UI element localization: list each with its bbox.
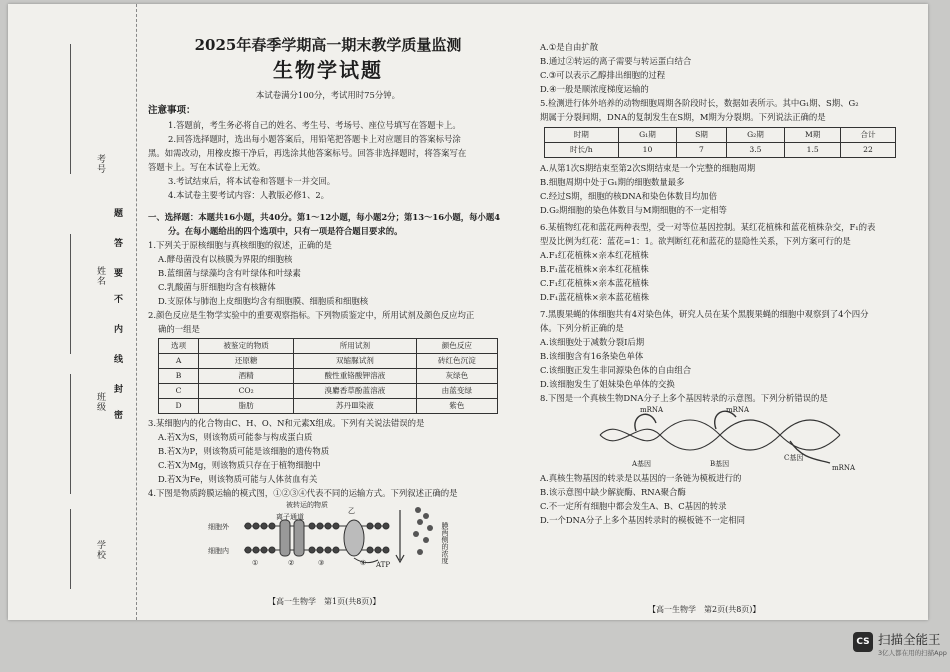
q6-option: B.F₁蓝花植株×亲本红花植株	[540, 264, 649, 274]
q2-stem-cont: 确的一组是	[158, 324, 200, 334]
lipid-bilayer	[244, 526, 388, 550]
membrane-diagram	[148, 500, 508, 572]
q3-stem: 3.某细胞内的化合物由C、H、O、N和元素X组成。下列有关说法错误的是	[148, 418, 425, 428]
exam-no-line	[70, 44, 71, 174]
q5-table	[544, 127, 896, 158]
table-cell: 溴麝香草酚蓝溶液	[294, 384, 417, 399]
q3-option: B.若X为P，则该物质可能是该细胞的遗传物质	[158, 446, 330, 456]
q8-option: D.一个DNA分子上多个基因转录时的模板链不一定相同	[540, 515, 746, 525]
subject-title: 生物学试题	[273, 58, 383, 82]
label-inside: 细胞内	[208, 547, 229, 555]
table-header: G₁期	[618, 128, 677, 143]
q6-stem: 6.某植物红花和蓝花两种表型，受一对等位基因控制。某红花植株和蓝花植株杂交，F₁的表	[540, 222, 876, 232]
q1-option: D.支原体与肺泡上皮细胞均含有细胞膜、细胞质和细胞核	[158, 296, 369, 306]
q6-option: C.F₁红花植株×亲本蓝花植株	[540, 278, 649, 288]
table-cell: 1.5	[785, 143, 841, 158]
label-atp: ATP	[376, 561, 391, 569]
class-label: 班级	[95, 392, 105, 412]
label-mrna: mRNA	[640, 406, 664, 414]
q4-option: B.通过②转运的离子需要与转运蛋白结合	[540, 56, 692, 66]
exam-no-label: 考号	[95, 154, 105, 174]
table-row	[159, 384, 498, 399]
section-heading-cont: 分。在每小题给出的四个选项中，只有一项是符合题目要求的。	[168, 226, 403, 236]
seal-word: 要	[114, 269, 124, 279]
table-header: 被鉴定的物质	[199, 339, 294, 354]
seal-word: 不	[114, 295, 124, 305]
note-line: 2.回答选择题时，选出每小题答案后，用铅笔把答题卡上对应题目的答案标号涂	[168, 134, 461, 144]
class-line	[70, 374, 71, 494]
seal-word: 内	[114, 325, 124, 335]
seal-word: 线	[114, 355, 124, 365]
q1-option: A.酵母菌没有以核膜为界限的细胞核	[158, 254, 293, 264]
q7-stem: 7.黑腹果蝇的体细胞共有4对染色体，研究人员在某个黑腹果蝇的细胞中观察到了4个四分	[540, 309, 869, 319]
q1-option: C.乳酸菌与肝细胞均含有核糖体	[158, 282, 276, 292]
label-outside: 细胞外	[208, 523, 229, 531]
q8-stem: 8.下图是一个真核生物DNA分子上多个基因转录的示意图。下列分析错误的是	[540, 393, 828, 403]
carrier-protein	[344, 520, 364, 556]
note-line: 答题卡上。写在本试卷上无效。	[148, 162, 266, 172]
q4-option: A.①是自由扩散	[540, 42, 599, 52]
exam-meta: 本试卷满分100分，考试用时75分钟。	[256, 90, 400, 100]
q2-table	[158, 338, 498, 414]
page-2-footer: 【高一生物学 第2页(共8页)】	[648, 605, 761, 614]
table-header: 选项	[159, 339, 199, 354]
table-cell: D	[159, 399, 199, 414]
label-n2: ②	[288, 559, 295, 567]
camscanner-logo-icon: CS	[853, 632, 873, 652]
label-gene-a: A基因	[632, 460, 652, 468]
q4-option: C.③可以表示乙醇排出细胞的过程	[540, 70, 666, 80]
q3-option: D.若X为Fe，则该物质可能与人体贫血有关	[158, 474, 318, 484]
note-line: 3.考试结束后，将本试卷和答题卡一并交回。	[168, 176, 336, 186]
table-cell: 砖红色沉淀	[416, 354, 497, 369]
table-cell: 酸性重铬酸钾溶液	[294, 369, 417, 384]
q8-option: A.真核生物基因的转录是以基因的一条链为模板进行的	[540, 473, 742, 483]
table-cell: 3.5	[726, 143, 785, 158]
q6-stem-cont: 型及比例为红花：蓝花=1：1。欲判断红花和蓝花的显隐性关系，下列方案可行的是	[540, 236, 851, 246]
solute-particles	[413, 507, 433, 555]
table-row	[159, 369, 498, 384]
table-cell: B	[159, 369, 199, 384]
q7-option: A.该细胞处于减数分裂Ⅰ后期	[540, 337, 645, 347]
name-label: 姓名	[95, 266, 105, 286]
label-ion-channel: 离子通道	[276, 513, 304, 521]
table-cell: 脂肪	[199, 399, 294, 414]
table-header: 时期	[545, 128, 619, 143]
channel-protein	[280, 520, 290, 556]
seal-word: 封	[114, 385, 124, 395]
table-header: 颜色反应	[416, 339, 497, 354]
table-row	[545, 143, 896, 158]
school-label: 学校	[95, 540, 105, 560]
school-line	[70, 509, 71, 589]
q3-option: C.若X为Mg，则该物质只存在于植物细胞中	[158, 460, 321, 470]
table-cell: 10	[618, 143, 677, 158]
q5-stem: 5.检测进行体外培养的动物细胞周期各阶段时长，数据如表所示。其中G₁期、S期、G₂	[540, 98, 859, 108]
label-mrna: mRNA	[726, 406, 750, 414]
q5-option: D.G₂期细胞的染色体数目与M期细胞的不一定相等	[540, 205, 727, 215]
channel-protein	[294, 520, 304, 556]
q6-option: D.F₁蓝花植株×亲本蓝花植株	[540, 292, 650, 302]
transcription-diagram	[540, 405, 910, 471]
q5-option: B.细胞周期中处于G₁期的细胞数量最多	[540, 177, 685, 187]
page-2-column	[540, 40, 910, 527]
camscanner-name: 扫描全能王	[878, 632, 941, 647]
notes-heading: 注意事项：	[148, 105, 196, 116]
label-b: 乙	[348, 507, 355, 515]
q7-option: C.该细胞正发生非同源染色体的自由组合	[540, 365, 692, 375]
q7-stem-cont: 体。下列分析正确的是	[540, 323, 624, 333]
table-header: S期	[677, 128, 726, 143]
q4-option: D.④一般是顺浓度梯度运输的	[540, 84, 649, 94]
q8-option: B.该示意图中缺少解旋酶、RNA聚合酶	[540, 487, 686, 497]
table-cell: 双缩脲试剂	[294, 354, 417, 369]
binding-margin	[22, 4, 137, 620]
seal-word: 答	[114, 239, 124, 249]
section-heading: 一、选择题：本题共16小题，共40分。第1～12小题，每小题2分；第13～16小题，每小题4	[148, 212, 501, 222]
exam-title: 2025年春季学期高一期末教学质量监测	[194, 36, 462, 54]
seal-word: 题	[114, 209, 124, 219]
q1-stem: 1.下列关于原核细胞与真核细胞的叙述，正确的是	[148, 240, 332, 250]
label-mrna: mRNA	[832, 464, 856, 472]
q7-option: D.该细胞发生了姐妹染色单体的交换	[540, 379, 675, 389]
table-cell: CO₂	[199, 384, 294, 399]
label-n1: ①	[252, 559, 259, 567]
note-line: 黑。如需改动，用橡皮擦干净后，再选涂其他答案标号。回答非选择题时，将答案写在	[148, 148, 467, 158]
q5-stem-cont: 期属于分裂间期，DNA的复制发生在S期，M期为分裂期。下列说法正确的是	[540, 112, 826, 122]
table-header: 所用试剂	[294, 339, 417, 354]
camscanner-tagline: 3亿人都在用的扫描App	[878, 649, 947, 657]
table-cell: A	[159, 354, 199, 369]
label-transported-substance: 被转运的物质	[286, 501, 328, 509]
q6-option: A.F₁红花植株×亲本红花植株	[540, 250, 649, 260]
table-cell: 22	[840, 143, 895, 158]
table-cell: 紫色	[416, 399, 497, 414]
page-1-column	[148, 34, 508, 572]
exam-sheet	[8, 4, 928, 620]
q5-option: A.从第1次S期结束至第2次S期结束是一个完整的细胞周期	[540, 163, 756, 173]
name-line	[70, 234, 71, 354]
q3-option: A.若X为S，则该物质可能参与构成蛋白质	[158, 432, 313, 442]
table-header-row	[545, 128, 896, 143]
note-line: 1.答题前，考生务必将自己的姓名、考生号、考场号、座位号填写在答题卡上。	[168, 120, 461, 130]
table-row	[159, 354, 498, 369]
table-cell: 7	[677, 143, 726, 158]
q2-stem: 2.颜色反应是生物学实验中的重要观察指标。下列物质鉴定中，所用试剂及颜色反应均正	[148, 310, 475, 320]
table-header: 合计	[840, 128, 895, 143]
table-cell: 苏丹Ⅲ染液	[294, 399, 417, 414]
q8-option: C.不一定所有细胞中都会发生A、B、C基因的转录	[540, 501, 727, 511]
q7-option: B.该细胞含有16条染色单体	[540, 351, 644, 361]
q5-option: C.经过S期，细胞的核DNA和染色体数目均加倍	[540, 191, 717, 201]
label-gene-c: C基因	[784, 454, 804, 462]
label-gene-b: B基因	[710, 460, 730, 468]
page-1-footer: 【高一生物学 第1页(共8页)】	[268, 597, 381, 606]
q1-option: B.蓝细菌与绿藻均含有叶绿体和叶绿素	[158, 268, 301, 278]
q4-stem: 4.下图是物质跨膜运输的模式图，①②③④代表不同的运输方式。下列叙述正确的是	[148, 488, 458, 498]
label-n3: ③	[318, 559, 325, 567]
phospholipid-heads	[245, 523, 389, 553]
table-cell: 时长/h	[545, 143, 619, 158]
dna-strand-2	[600, 420, 840, 450]
table-cell: 由蓝变绿	[416, 384, 497, 399]
table-cell: C	[159, 384, 199, 399]
table-cell: 灰绿色	[416, 369, 497, 384]
table-row	[159, 399, 498, 414]
label-n4: ④	[360, 559, 367, 567]
table-cell: 还原糖	[199, 354, 294, 369]
table-header: G₂期	[726, 128, 785, 143]
label-concentration: 膜两侧的浓度	[441, 522, 449, 564]
seal-word: 密	[114, 411, 124, 421]
membrane-svg	[148, 500, 508, 572]
table-header-row	[159, 339, 498, 354]
table-cell: 酒精	[199, 369, 294, 384]
table-header: M期	[785, 128, 841, 143]
note-line: 4.本试卷主要考试内容：人教版必修1、2。	[168, 190, 330, 200]
